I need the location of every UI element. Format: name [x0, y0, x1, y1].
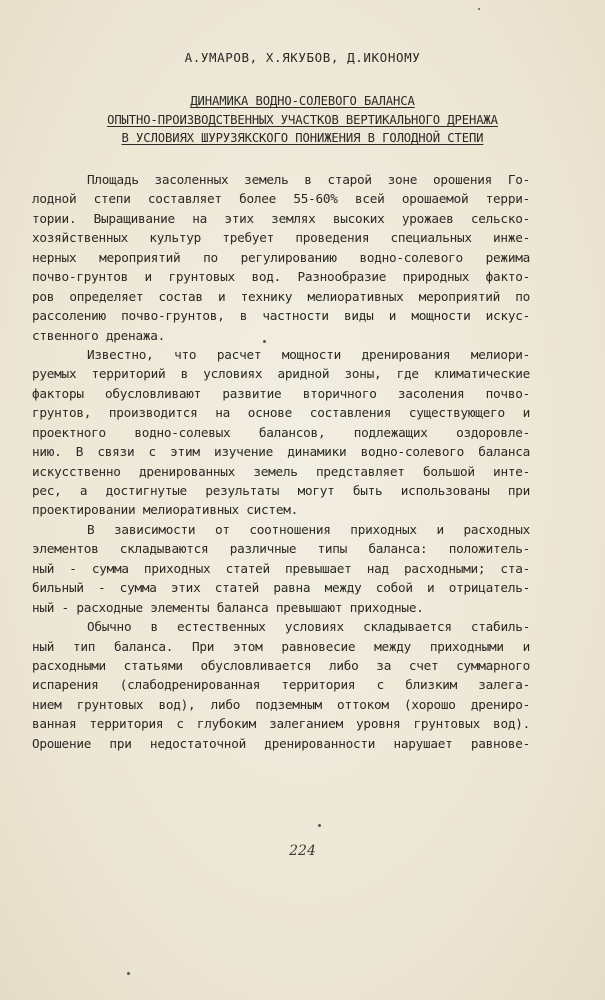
body-line: Площадь засоленных земель в старой зоне орошения Го- — [87, 172, 530, 187]
body-line: ванная территория с глубоким залеганием уровня грунтовых вод). — [32, 716, 530, 732]
body-line: факторы обусловливают развитие вторичного засоления почво- — [32, 385, 530, 401]
body-line: нерных мероприятий по регулированию водно-солевого режима — [32, 249, 530, 265]
body-line: хозяйственных культур требует проведения специальных инже- — [32, 230, 530, 246]
body-line: рассолению почво-грунтов, в частности виды и мощности искус- — [32, 308, 530, 324]
body-line: ственного дренажа. — [32, 327, 165, 343]
body-line: ров определяет состав и технику мелиоративных мероприятий по — [32, 288, 530, 304]
body-line: В зависимости от соотношения приходных и расходных — [87, 521, 530, 537]
scan-speck — [318, 824, 321, 827]
body-line: тории. Выращивание на этих землях высоких урожаев сельско- — [32, 210, 530, 226]
body-line: лодной степи составляет более 55-60% всей орошаемой терри- — [32, 191, 530, 207]
body-line: нием грунтовых вод), либо подземным оттоком (хорошо дрениро- — [32, 696, 530, 712]
body-line: испарения (слабодренированная территория с близким залега- — [32, 677, 530, 693]
body-line: грунтов, производится на основе составления существующего и — [32, 405, 530, 421]
scan-speck — [478, 8, 480, 10]
article-title — [0, 92, 605, 148]
scan-speck — [263, 340, 266, 343]
body-line: искусственно дренированных земель представляет большой инте- — [32, 463, 530, 479]
body-line: Орошение при недостаточной дренированности нарушает равнове- — [32, 735, 530, 751]
page-number: 224 — [289, 843, 316, 859]
body-line: элементов складываются различные типы баланса: положитель- — [32, 541, 530, 557]
title-line: ДИНАМИКА ВОДНО-СОЛЕВОГО БАЛАНСА — [190, 94, 415, 108]
title-line: ОПЫТНО-ПРОИЗВОДСТВЕННЫХ УЧАСТКОВ ВЕРТИКАЛЬНОГО ДРЕНАЖА — [107, 112, 498, 127]
body-line: бильный - сумма этих статей равна между собой и отрицатель- — [32, 580, 530, 596]
body-line: ный - расходные элементы баланса превышают приходные. — [32, 599, 424, 615]
body-line: ный тип баланса. При этом равновесие между приходными и — [32, 638, 530, 654]
body-line: Обычно в естественных условиях складывается стабиль- — [87, 619, 530, 635]
body-line: почво-грунтов и грунтовых вод. Разнообразие природных факто- — [32, 269, 530, 285]
body-line: руемых территорий в условиях аридной зоны, где климатические — [32, 366, 530, 382]
body-line: ный - сумма приходных статей превышает над расходными; ста- — [32, 560, 530, 576]
title-line: В УСЛОВИЯХ ШУРУЗЯКСКОГО ПОНИЖЕНИЯ В ГОЛОДНОЙ СТЕПИ — [121, 131, 484, 145]
body-line: расходными статьями обусловливается либо за счет суммарного — [32, 657, 530, 673]
body-line: Известно, что расчет мощности дренирования мелиори- — [87, 346, 530, 362]
scan-speck — [127, 972, 130, 975]
body-line: нию. В связи с этим изучение динамики водно-солевого баланса — [32, 444, 530, 460]
body-line: рес, а достигнутые результаты могут быть использованы при — [32, 483, 530, 498]
authors: А.УМАРОВ, Х.ЯКУБОВ, Д.ИКОНОМУ — [184, 50, 421, 65]
article-body — [32, 170, 530, 753]
body-line: проектного водно-солевых балансов, подлежащих оздоровле- — [32, 424, 530, 440]
body-line: проектировании мелиоративных систем. — [32, 502, 298, 518]
